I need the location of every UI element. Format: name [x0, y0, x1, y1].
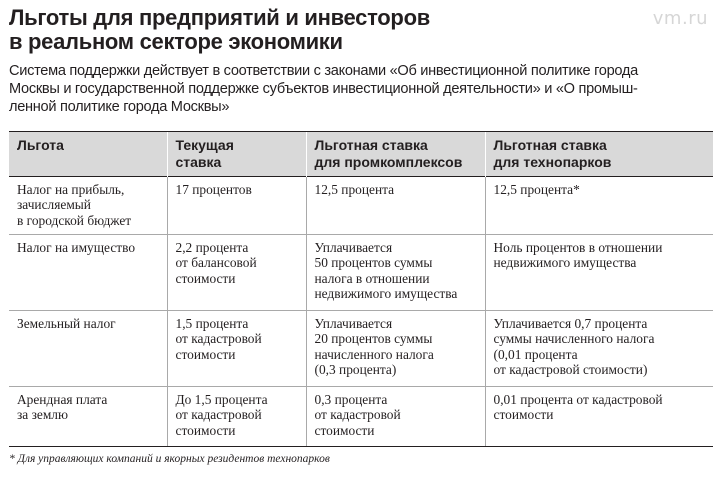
- table-cell: [485, 177, 713, 235]
- header-technopark-rate: [485, 132, 713, 177]
- cell-line: Уплачивается: [314, 240, 393, 255]
- cell-line: стоимости: [175, 422, 236, 438]
- page-title: [9, 6, 649, 54]
- cell-line: Ноль процентов в отношении: [493, 240, 663, 255]
- cell-line: Земельный налог: [17, 316, 116, 331]
- table-cell: [485, 311, 713, 387]
- header-text: для промкомплексов: [314, 154, 463, 170]
- cell-line: Уплачивается: [314, 316, 393, 331]
- subtitle-line-3: ленной политике города Москвы»: [9, 99, 230, 115]
- cell-line: 20 процентов суммы: [314, 331, 433, 347]
- table-row: [9, 177, 713, 235]
- table-cell: [9, 235, 167, 311]
- watermark-logo: vm.ru: [652, 8, 708, 29]
- footnote: * Для управляющих компаний и якорных резидентов технопарков: [9, 453, 330, 465]
- header-text: Льготная ставка: [493, 137, 607, 153]
- table-cell: [485, 387, 713, 447]
- cell-line: Налог на прибыль,: [17, 182, 125, 197]
- cell-line: стоимости: [314, 422, 375, 438]
- cell-line: До 1,5 процента: [175, 392, 268, 407]
- cell-line: стоимости: [175, 346, 236, 362]
- cell-line: от кадастровой: [175, 407, 262, 423]
- table-cell: [306, 235, 485, 311]
- cell-line: 12,5 процента: [314, 182, 395, 197]
- benefits-table: [9, 131, 713, 447]
- cell-line: от кадастровой: [314, 407, 401, 423]
- cell-line: 50 процентов суммы: [314, 255, 433, 271]
- table-cell: [167, 311, 306, 387]
- table-row: [9, 235, 713, 311]
- header-text: для технопарков: [493, 154, 612, 170]
- cell-line: стоимости: [175, 270, 236, 286]
- cell-line: начисленного налога: [314, 346, 434, 362]
- table-cell: [306, 387, 485, 447]
- table-cell: [167, 177, 306, 235]
- cell-line: 12,5 процента*: [493, 182, 580, 197]
- cell-line: суммы начисленного налога: [493, 331, 655, 347]
- cell-line: от балансовой: [175, 255, 257, 271]
- cell-line: недвижимого имущества: [314, 285, 458, 301]
- cell-line: 1,5 процента: [175, 316, 249, 331]
- cell-line: зачисляемый: [17, 197, 91, 213]
- title-line-2: в реальном секторе экономики: [9, 29, 343, 54]
- header-current-rate: [167, 132, 306, 177]
- table-cell: [167, 387, 306, 447]
- cell-line: стоимости: [493, 407, 554, 423]
- table-cell: [306, 177, 485, 235]
- table-row: [9, 387, 713, 447]
- cell-line: 0,01 процента от кадастровой: [493, 392, 663, 407]
- table-cell: [485, 235, 713, 311]
- cell-line: от кадастровой стоимости): [493, 361, 648, 377]
- cell-line: в городской бюджет: [17, 212, 132, 228]
- table-cell: [9, 387, 167, 447]
- cell-line: Уплачивается 0,7 процента: [493, 316, 648, 331]
- cell-line: налога в отношении: [314, 270, 430, 286]
- header-text: ставка: [175, 154, 222, 170]
- cell-line: Арендная плата: [17, 392, 108, 407]
- cell-line: (0,3 процента): [314, 361, 397, 377]
- header-industrial-rate: [306, 132, 485, 177]
- cell-line: (0,01 процента: [493, 346, 578, 362]
- header-text: Льготная ставка: [314, 137, 428, 153]
- table-row: [9, 311, 713, 387]
- header-text: Текущая: [175, 137, 234, 153]
- table-header-row: [9, 132, 713, 177]
- table-cell: [9, 311, 167, 387]
- cell-line: от кадастровой: [175, 331, 262, 347]
- table-cell: [9, 177, 167, 235]
- table-cell: [306, 311, 485, 387]
- title-line-1: Льготы для предприятий и инвесторов: [9, 5, 430, 30]
- table-cell: [167, 235, 306, 311]
- subtitle-line-1: Система поддержки действует в соответствии с законами «Об инвестиционной политике города: [9, 63, 638, 79]
- header-text: Льгота: [17, 137, 64, 153]
- subtitle: [9, 62, 714, 116]
- cell-line: 17 процентов: [175, 182, 252, 197]
- subtitle-line-2: Москвы и государственной поддержке субъектов инвестиционной деятельности» и «О промыш-: [9, 81, 638, 97]
- cell-line: 0,3 процента: [314, 392, 388, 407]
- cell-line: 2,2 процента: [175, 240, 249, 255]
- cell-line: недвижимого имущества: [493, 255, 637, 271]
- header-benefit: [9, 132, 167, 177]
- cell-line: за землю: [17, 407, 68, 423]
- cell-line: Налог на имущество: [17, 240, 136, 255]
